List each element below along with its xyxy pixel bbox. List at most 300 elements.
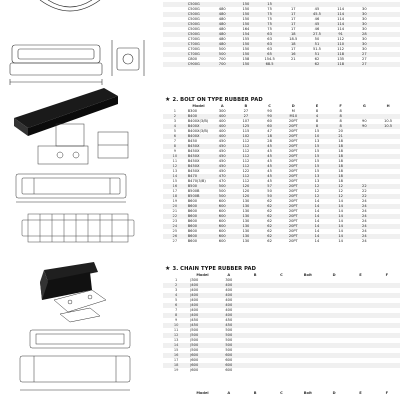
table-cell: 400 [216,288,242,293]
chain-pad-top-drawing [40,0,100,11]
table-cell: 62 [258,234,282,239]
table-cell: 112 [234,149,258,154]
table-cell: 120 [234,194,258,199]
table-cell: 30 [353,37,377,42]
table-cell: 20PT [281,159,305,164]
table-cell: 27 [234,109,258,114]
table-cell: 11 [163,328,189,333]
table-cell: 15 [305,149,329,154]
table-cell: 130 [234,209,258,214]
table-cell: 62 [258,224,282,229]
table-cell: 14 [305,209,329,214]
table-cell: 2 [163,114,187,119]
table-cell: 400 [216,283,242,288]
table-cell [376,62,400,67]
table-cell: 8 [163,144,187,149]
star-icon: ★ [165,265,171,272]
table-cell: 18 [329,164,353,169]
table-cell: 28 [258,139,282,144]
table-cell: 150 [234,52,258,57]
table-cell: 18 [163,194,187,199]
table-cell: J600 [189,368,215,373]
table-cell: 8 [305,124,329,129]
table-cell: 13 [305,139,329,144]
table-cell: 12 [305,194,329,199]
table-cell: 90 [258,109,282,114]
table-cell: 75 [258,27,282,32]
table-cell: 20PT [281,154,305,159]
table-cell: B600 [187,209,211,214]
table-cell: 18 [163,363,189,368]
table-cell: 400 [216,298,242,303]
bottom-spec-table [163,391,400,396]
table-cell: 500 [216,333,242,338]
table-cell: 28 [353,32,377,37]
table-cell: 130 [234,219,258,224]
table-cell: 30 [353,27,377,32]
table-cell: 45 [258,179,282,184]
table-cell: 8 [329,119,353,124]
table-cell: 45 [258,144,282,149]
table-cell: 150 [234,62,258,67]
table-cell: 700 [210,57,234,62]
table-cell: 18 [329,144,353,149]
bolt-on-pad-photo [14,88,118,136]
table-cell: 112 [329,37,353,42]
table-cell: 3 [163,119,187,124]
table-cell: 20PT [281,119,305,124]
table-cell: 14 [305,234,329,239]
table-cell: 19 [163,199,187,204]
table-cell: 62 [258,219,282,224]
column-header [163,391,189,396]
clip-pad-drawing [10,45,102,85]
table-cell: 20PT [281,224,305,229]
table-cell: 18 [329,139,353,144]
table-cell: 45 [258,164,282,169]
table-cell: 15 [258,2,282,7]
table-cell: 112 [234,159,258,164]
table-cell: 63 [258,32,282,37]
table-cell: 14 [163,343,189,348]
table-cell: 10 [163,323,189,328]
table-cell: 118 [329,52,353,57]
table-cell: 24 [353,199,377,204]
table-cell: 17 [163,189,187,194]
table-cell: 22 [353,184,377,189]
table-cell: J400 [189,298,215,303]
table-cell: 62 [258,204,282,209]
table-cell: B450X [187,149,211,154]
table-cell: 150 [234,22,258,27]
table-cell: 130 [234,214,258,219]
table-cell: B450X [187,169,211,174]
table-cell: B450X [187,154,211,159]
table-cell: 500 [210,184,234,189]
table-cell: 50 [258,189,282,194]
table-cell: 15 [305,164,329,169]
table-cell: 300 [216,278,242,283]
table-cell: C700G [187,52,211,57]
table-cell: 60 [258,124,282,129]
table-cell: 14 [305,219,329,224]
table-cell: 20PT [281,164,305,169]
table-cell: 50 [258,194,282,199]
table-cell: 50 [305,37,329,42]
table-cell [295,368,321,373]
table-cell: 30 [353,7,377,12]
table-cell: C500G [187,2,211,7]
table-cell: B450 [187,139,211,144]
table-cell: 60 [258,119,282,124]
table-cell: 90 [353,119,377,124]
clip-pad-spec-table [163,0,400,67]
table-cell: 30 [353,47,377,52]
table-cell: J400 [189,308,215,313]
table-cell: 150 [234,47,258,52]
table-cell: B470 [187,174,211,179]
table-cell: 1 [163,278,189,283]
table-cell: 2 [163,283,189,288]
table-cell: 12 [329,189,353,194]
table-cell: C500G [187,17,211,22]
table-cell: 450 [210,169,234,174]
table-cell: 400 [210,129,234,134]
table-cell: 62 [258,229,282,234]
table-cell: 18 [329,149,353,154]
chain-pad-photo [40,262,98,300]
table-cell [347,368,373,373]
table-cell: 17 [281,22,305,27]
table-cell: 24 [163,224,187,229]
table-cell: C500G [187,7,211,12]
table-cell: 21 [329,134,353,139]
table-cell: J500 [189,333,215,338]
table-cell: 12 [163,333,189,338]
table-cell: 63 [258,42,282,47]
table-cell: 45.5 [305,12,329,17]
table-cell: 600 [210,214,234,219]
column-header: Model [192,104,205,108]
table-cell: 20PT [281,144,305,149]
table-cell: C900G [187,62,211,67]
table-cell: 27 [234,114,258,119]
table-cell: 130 [234,229,258,234]
table-cell: 450 [216,318,242,323]
table-cell: 450 [210,154,234,159]
table-cell: 24 [353,209,377,214]
table-cell: 500 [210,47,234,52]
table-cell: 20PT [281,139,305,144]
table-cell: 45 [258,174,282,179]
table-cell: 4 [163,293,189,298]
table-cell: 90 [353,124,377,129]
table-cell: 24 [353,219,377,224]
table-cell: C800 [187,57,211,62]
column-header: F [385,391,389,395]
column-header: E [315,104,319,108]
table-cell: 30 [353,42,377,47]
table-cell [242,368,268,373]
table-cell: 12 [305,184,329,189]
table-cell: 18 [329,154,353,159]
table-cell: 450 [210,164,234,169]
table-cell: J300 [189,278,215,283]
table-cell: 150 [234,42,258,47]
column-header: Bolt [303,391,312,395]
table-cell: 400 [216,308,242,313]
table-cell: 500 [216,348,242,353]
table-cell: B400 [187,114,211,119]
table-cell: 130 [234,204,258,209]
table-cell: 14 [329,229,353,234]
table-cell: 46 [305,27,329,32]
table-cell [321,368,347,373]
table-cell: 14 [329,234,353,239]
table-cell: 62 [258,239,282,244]
table-cell: 20 [163,204,187,209]
table-cell: 24 [353,204,377,209]
table-cell: 15 [305,159,329,164]
table-cell: 400 [210,119,234,124]
table-cell: B500B [187,194,211,199]
table-cell: 20PT [281,184,305,189]
table-cell: 63 [258,47,282,52]
table-cell: 20PT [281,194,305,199]
section-chain-heading [165,265,256,272]
table-cell: 8 [329,114,353,119]
table-cell: 154.5 [258,57,282,62]
column-header: E [359,391,362,395]
table-cell: 12 [329,194,353,199]
table-cell: 14 [329,214,353,219]
table-cell: 114 [329,17,353,22]
table-cell: 14 [329,224,353,229]
table-cell: 18 [258,134,282,139]
table-cell: 18 [281,42,305,47]
table-cell: 700 [210,62,234,67]
table-cell: 75 [258,12,282,17]
table-cell: 18 [329,174,353,179]
table-cell: 17 [163,358,189,363]
table-cell: 8 [305,119,329,124]
table-row [163,239,400,244]
table-cell: 11 [163,159,187,164]
column-header: C [280,391,283,395]
table-cell: B500B [187,189,211,194]
table-cell: 600 [210,239,234,244]
table-cell: 21 [163,209,187,214]
clip-pad-side-drawing [112,40,144,76]
table-cell: J450 [189,318,215,323]
chain-spec-table [163,273,400,373]
table-cell: J400 [189,288,215,293]
table-cell: 12 [305,189,329,194]
table-cell: 150 [234,2,258,7]
table-cell: 8 [163,313,189,318]
table-cell: 24 [353,224,377,229]
table-cell: 400 [210,124,234,129]
table-cell: 17 [281,12,305,17]
column-header: C [268,104,271,108]
table-cell: 5 [163,298,189,303]
table-cell: 14 [305,229,329,234]
table-cell: 114 [329,12,353,17]
table-header-row [163,391,400,396]
column-header: G [362,104,366,108]
table-cell: 130 [234,224,258,229]
table-cell: 14 [329,219,353,224]
table-cell: 120 [234,184,258,189]
table-cell: 46 [305,17,329,22]
table-cell: 450 [210,159,234,164]
table-cell: 45 [258,169,282,174]
section-chain-title: 3. CHAIN TYPE RUBBER PAD [172,266,257,272]
table-cell: 18 [329,169,353,174]
column-header: A [227,391,231,395]
column-header: C [280,273,283,277]
table-cell: 155 [234,37,258,42]
table-cell: 13 [163,169,187,174]
table-cell: C700G [187,37,211,42]
table-cell: 25 [163,229,187,234]
table-cell: B400X(3/B) [187,119,211,124]
table-cell: B450X [187,159,211,164]
table-cell: 450 [216,323,242,328]
table-cell: B450X [187,164,211,169]
table-cell: 102 [234,134,258,139]
table-cell: 600 [210,204,234,209]
table-cell: 30 [353,22,377,27]
table-cell: 26 [163,234,187,239]
table-cell: 17 [281,47,305,52]
table-cell: 130 [234,234,258,239]
table-cell: B500 [187,184,211,189]
table-cell: J500 [189,338,215,343]
star-icon: ★ [165,96,171,103]
table-cell: 6 [163,134,187,139]
table-cell: 600 [210,224,234,229]
table-cell: 57 [258,184,282,189]
table-cell: 24 [353,214,377,219]
table-cell: J500 [189,343,215,348]
table-cell: 600 [216,363,242,368]
table-cell: 600 [210,229,234,234]
table-cell: 14 [163,174,187,179]
table-cell: 20 [329,129,353,134]
table-cell: 18 [281,32,305,37]
table-cell: 20PT [281,124,305,129]
table-cell: 500 [210,194,234,199]
table-cell: 20PT [281,234,305,239]
table-cell: 122 [234,169,258,174]
table-cell: 17 [281,27,305,32]
table-cell: 9 [163,318,189,323]
table-cell: 600 [210,209,234,214]
table-cell: 5 [163,129,187,134]
table-cell: 8 [329,124,353,129]
bolt-on-pad-drawing [16,124,128,202]
table-cell: 15 [305,169,329,174]
table-cell: 480 [210,42,234,47]
table-cell: 62 [258,209,282,214]
table-cell: 135 [329,57,353,62]
column-header: A [220,104,224,108]
table-cell: 45 [258,154,282,159]
table-cell: 62 [258,214,282,219]
table-cell: 51.5 [305,47,329,52]
table-cell: 14 [305,214,329,219]
table-cell: 400 [216,303,242,308]
table-cell: 15 [163,179,187,184]
table-cell: 75 [258,17,282,22]
table-cell: 27 [353,52,377,57]
illustrations-column [0,0,150,400]
section-bolt-on-heading [165,96,263,103]
table-cell: 480 [210,37,234,42]
tread-pattern-drawing [22,214,134,242]
table-cell: 400 [210,134,234,139]
table-cell: 20PT [281,129,305,134]
table-cell: C700G [187,42,211,47]
table-cell: 24 [353,229,377,234]
bolt-on-spec-table [163,104,400,244]
table-cell: 45 [305,22,329,27]
table-cell: 150 [234,17,258,22]
table-cell: 470 [210,174,234,179]
table-cell: 14 [305,239,329,244]
table-cell: 3 [163,288,189,293]
table-cell: 400 [216,313,242,318]
table-cell: 90 [258,114,282,119]
table-cell: 27 [353,62,377,67]
table-cell: J400 [189,313,215,318]
table-cell: 600 [210,199,234,204]
table-cell: 9 [163,149,187,154]
section-bolt-on-title: 2. BOLT ON TYPE RUBBER PAD [172,97,263,103]
table-cell: 20PT [281,229,305,234]
table-cell: 45 [258,159,282,164]
table-cell: 51 [305,42,329,47]
spec-tables-column [163,0,400,400]
table-cell [376,239,400,244]
table-cell: 8 [305,109,329,114]
chain-pad-side-drawing [20,330,130,390]
table-cell: 22 [353,189,377,194]
table-cell: 600 [216,368,242,373]
table-cell: C500G [187,27,211,32]
table-cell: 1 [163,109,187,114]
table-cell: 20PT [281,219,305,224]
column-header: B [253,273,257,277]
table-cell: J600 [189,353,215,358]
table-cell: 68.5 [258,62,282,67]
table-cell: 51 [305,52,329,57]
table-cell: 12 [329,184,353,189]
table-cell: 112 [234,179,258,184]
column-header: Bolt [303,273,312,277]
illustrations-svg [0,0,150,400]
table-cell: J450 [189,323,215,328]
table-cell: 24 [353,234,377,239]
table-cell: B470(3/B) [187,179,211,184]
table-cell: 20PT [281,204,305,209]
table-cell: 15 [305,144,329,149]
table-cell: 7 [163,308,189,313]
table-cell: 10.5 [376,119,400,124]
table-cell: 16 [163,184,187,189]
table-cell: 21 [281,57,305,62]
